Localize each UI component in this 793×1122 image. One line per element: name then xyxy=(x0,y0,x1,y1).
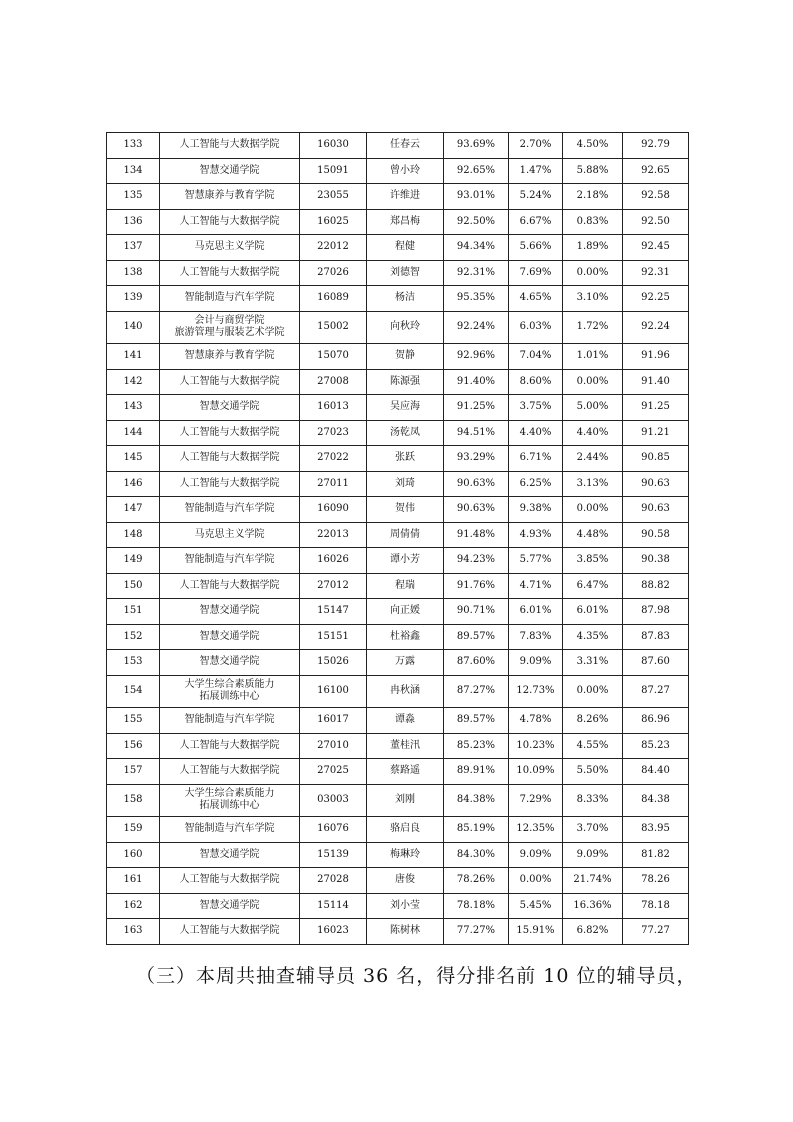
percent-3-cell: 0.00% xyxy=(563,369,623,395)
rank-cell: 154 xyxy=(107,675,160,708)
college-cell: 智慧交通学院 xyxy=(160,842,300,868)
table-row xyxy=(107,395,689,421)
percent-1-cell: 94.51% xyxy=(444,420,509,446)
staff-id-cell: 16030 xyxy=(300,133,367,159)
name-cell: 谭小芳 xyxy=(367,548,444,574)
staff-id-cell: 15002 xyxy=(300,311,367,344)
rank-cell: 146 xyxy=(107,471,160,497)
college-cell: 大学生综合素质能力 拓展训练中心 xyxy=(160,675,300,708)
score-cell: 84.38 xyxy=(623,784,689,817)
score-cell: 86.96 xyxy=(623,708,689,734)
score-cell: 85.23 xyxy=(623,733,689,759)
staff-id-cell: 15026 xyxy=(300,650,367,676)
percent-3-cell: 2.44% xyxy=(563,446,623,472)
percent-1-cell: 78.18% xyxy=(444,893,509,919)
table-row xyxy=(107,733,689,759)
score-cell: 81.82 xyxy=(623,842,689,868)
ranking-table xyxy=(106,132,689,945)
college-cell: 智慧交通学院 xyxy=(160,650,300,676)
college-cell: 智能制造与汽车学院 xyxy=(160,286,300,312)
score-cell: 92.58 xyxy=(623,184,689,210)
percent-2-cell: 12.73% xyxy=(509,675,563,708)
percent-3-cell: 1.01% xyxy=(563,344,623,370)
percent-2-cell: 1.47% xyxy=(509,158,563,184)
percent-3-cell: 4.35% xyxy=(563,624,623,650)
table-row xyxy=(107,471,689,497)
name-cell: 周倩倩 xyxy=(367,522,444,548)
table-row xyxy=(107,675,689,708)
percent-3-cell: 4.55% xyxy=(563,733,623,759)
name-cell: 郑昌梅 xyxy=(367,209,444,235)
table-row xyxy=(107,759,689,785)
score-cell: 87.27 xyxy=(623,675,689,708)
percent-3-cell: 4.40% xyxy=(563,420,623,446)
staff-id-cell: 16089 xyxy=(300,286,367,312)
percent-3-cell: 0.00% xyxy=(563,497,623,523)
staff-id-cell: 27011 xyxy=(300,471,367,497)
percent-2-cell: 5.45% xyxy=(509,893,563,919)
college-cell: 会计与商贸学院 旅游管理与服装艺术学院 xyxy=(160,311,300,344)
rank-cell: 144 xyxy=(107,420,160,446)
college-cell: 智能制造与汽车学院 xyxy=(160,497,300,523)
percent-3-cell: 1.89% xyxy=(563,235,623,261)
college-cell: 智慧交通学院 xyxy=(160,624,300,650)
table-row xyxy=(107,842,689,868)
name-cell: 杜裕鑫 xyxy=(367,624,444,650)
score-cell: 92.65 xyxy=(623,158,689,184)
score-cell: 91.40 xyxy=(623,369,689,395)
name-cell: 吴应海 xyxy=(367,395,444,421)
percent-3-cell: 8.26% xyxy=(563,708,623,734)
percent-3-cell: 1.72% xyxy=(563,311,623,344)
college-cell: 智慧康养与教育学院 xyxy=(160,184,300,210)
name-cell: 陈源强 xyxy=(367,369,444,395)
staff-id-cell: 16017 xyxy=(300,708,367,734)
score-cell: 84.40 xyxy=(623,759,689,785)
college-cell: 智能制造与汽车学院 xyxy=(160,708,300,734)
table-row xyxy=(107,893,689,919)
rank-cell: 148 xyxy=(107,522,160,548)
percent-2-cell: 4.65% xyxy=(509,286,563,312)
rank-cell: 158 xyxy=(107,784,160,817)
percent-2-cell: 4.93% xyxy=(509,522,563,548)
name-cell: 张跃 xyxy=(367,446,444,472)
score-cell: 91.96 xyxy=(623,344,689,370)
percent-2-cell: 5.24% xyxy=(509,184,563,210)
name-cell: 向秋玲 xyxy=(367,311,444,344)
percent-3-cell: 8.33% xyxy=(563,784,623,817)
score-cell: 87.60 xyxy=(623,650,689,676)
score-cell: 92.45 xyxy=(623,235,689,261)
college-cell: 智慧康养与教育学院 xyxy=(160,344,300,370)
table-row xyxy=(107,868,689,894)
percent-2-cell: 4.71% xyxy=(509,573,563,599)
table-row xyxy=(107,446,689,472)
table-row xyxy=(107,158,689,184)
score-cell: 92.50 xyxy=(623,209,689,235)
score-cell: 91.21 xyxy=(623,420,689,446)
staff-id-cell: 27028 xyxy=(300,868,367,894)
percent-2-cell: 10.09% xyxy=(509,759,563,785)
score-cell: 92.24 xyxy=(623,311,689,344)
percent-1-cell: 90.71% xyxy=(444,599,509,625)
rank-cell: 161 xyxy=(107,868,160,894)
percent-3-cell: 0.00% xyxy=(563,260,623,286)
name-cell: 贺伟 xyxy=(367,497,444,523)
percent-3-cell: 4.50% xyxy=(563,133,623,159)
staff-id-cell: 15070 xyxy=(300,344,367,370)
score-cell: 88.82 xyxy=(623,573,689,599)
percent-1-cell: 87.27% xyxy=(444,675,509,708)
score-cell: 83.95 xyxy=(623,817,689,843)
score-cell: 90.63 xyxy=(623,471,689,497)
college-cell: 人工智能与大数据学院 xyxy=(160,759,300,785)
rank-cell: 142 xyxy=(107,369,160,395)
table-row xyxy=(107,784,689,817)
percent-1-cell: 91.25% xyxy=(444,395,509,421)
rank-cell: 139 xyxy=(107,286,160,312)
percent-2-cell: 15.91% xyxy=(509,919,563,945)
percent-1-cell: 91.76% xyxy=(444,573,509,599)
table-row xyxy=(107,497,689,523)
name-cell: 杨洁 xyxy=(367,286,444,312)
rank-cell: 143 xyxy=(107,395,160,421)
college-cell: 人工智能与大数据学院 xyxy=(160,919,300,945)
percent-1-cell: 77.27% xyxy=(444,919,509,945)
table-row xyxy=(107,311,689,344)
score-cell: 78.18 xyxy=(623,893,689,919)
staff-id-cell: 16076 xyxy=(300,817,367,843)
percent-1-cell: 89.57% xyxy=(444,624,509,650)
percent-2-cell: 10.23% xyxy=(509,733,563,759)
percent-2-cell: 6.03% xyxy=(509,311,563,344)
percent-3-cell: 5.00% xyxy=(563,395,623,421)
percent-1-cell: 89.57% xyxy=(444,708,509,734)
percent-3-cell: 9.09% xyxy=(563,842,623,868)
score-cell: 92.79 xyxy=(623,133,689,159)
percent-3-cell: 6.82% xyxy=(563,919,623,945)
percent-1-cell: 93.69% xyxy=(444,133,509,159)
name-cell: 刘刚 xyxy=(367,784,444,817)
name-cell: 许维进 xyxy=(367,184,444,210)
staff-id-cell: 16026 xyxy=(300,548,367,574)
percent-2-cell: 6.71% xyxy=(509,446,563,472)
college-cell: 人工智能与大数据学院 xyxy=(160,420,300,446)
percent-2-cell: 5.77% xyxy=(509,548,563,574)
name-cell: 陈树林 xyxy=(367,919,444,945)
rank-cell: 134 xyxy=(107,158,160,184)
rank-cell: 149 xyxy=(107,548,160,574)
rank-cell: 140 xyxy=(107,311,160,344)
percent-1-cell: 92.50% xyxy=(444,209,509,235)
college-cell: 智能制造与汽车学院 xyxy=(160,817,300,843)
footer-paragraph: （三）本周共抽查辅导员 36 名，得分排名前 10 位的辅导员， xyxy=(136,965,697,987)
score-cell: 87.98 xyxy=(623,599,689,625)
percent-3-cell: 4.48% xyxy=(563,522,623,548)
staff-id-cell: 27010 xyxy=(300,733,367,759)
table-row xyxy=(107,286,689,312)
table-row xyxy=(107,260,689,286)
table-row xyxy=(107,599,689,625)
staff-id-cell: 27008 xyxy=(300,369,367,395)
college-cell: 人工智能与大数据学院 xyxy=(160,573,300,599)
rank-cell: 159 xyxy=(107,817,160,843)
percent-3-cell: 5.88% xyxy=(563,158,623,184)
rank-cell: 163 xyxy=(107,919,160,945)
percent-3-cell: 2.18% xyxy=(563,184,623,210)
table-row xyxy=(107,235,689,261)
college-cell: 智慧交通学院 xyxy=(160,158,300,184)
name-cell: 刘小莹 xyxy=(367,893,444,919)
score-cell: 92.31 xyxy=(623,260,689,286)
percent-1-cell: 93.01% xyxy=(444,184,509,210)
percent-1-cell: 94.34% xyxy=(444,235,509,261)
table-row xyxy=(107,344,689,370)
staff-id-cell: 16025 xyxy=(300,209,367,235)
percent-2-cell: 7.69% xyxy=(509,260,563,286)
rank-cell: 152 xyxy=(107,624,160,650)
rank-cell: 150 xyxy=(107,573,160,599)
score-cell: 90.85 xyxy=(623,446,689,472)
table-row xyxy=(107,548,689,574)
rank-cell: 157 xyxy=(107,759,160,785)
staff-id-cell: 03003 xyxy=(300,784,367,817)
percent-1-cell: 93.29% xyxy=(444,446,509,472)
college-cell: 智能制造与汽车学院 xyxy=(160,548,300,574)
percent-3-cell: 3.70% xyxy=(563,817,623,843)
name-cell: 贺静 xyxy=(367,344,444,370)
name-cell: 汤乾凤 xyxy=(367,420,444,446)
score-cell: 77.27 xyxy=(623,919,689,945)
percent-1-cell: 87.60% xyxy=(444,650,509,676)
table-row xyxy=(107,650,689,676)
score-cell: 87.83 xyxy=(623,624,689,650)
rank-cell: 162 xyxy=(107,893,160,919)
table-row xyxy=(107,624,689,650)
score-cell: 91.25 xyxy=(623,395,689,421)
staff-id-cell: 27023 xyxy=(300,420,367,446)
percent-1-cell: 90.63% xyxy=(444,497,509,523)
name-cell: 刘琦 xyxy=(367,471,444,497)
college-cell: 大学生综合素质能力 拓展训练中心 xyxy=(160,784,300,817)
percent-1-cell: 84.30% xyxy=(444,842,509,868)
name-cell: 程瑞 xyxy=(367,573,444,599)
staff-id-cell: 27022 xyxy=(300,446,367,472)
percent-2-cell: 6.01% xyxy=(509,599,563,625)
college-cell: 人工智能与大数据学院 xyxy=(160,446,300,472)
percent-2-cell: 9.38% xyxy=(509,497,563,523)
rank-cell: 137 xyxy=(107,235,160,261)
table-body xyxy=(107,133,689,945)
college-cell: 智慧交通学院 xyxy=(160,893,300,919)
table-row xyxy=(107,420,689,446)
score-cell: 92.25 xyxy=(623,286,689,312)
percent-2-cell: 5.66% xyxy=(509,235,563,261)
table-row xyxy=(107,133,689,159)
percent-3-cell: 16.36% xyxy=(563,893,623,919)
percent-3-cell: 3.85% xyxy=(563,548,623,574)
college-cell: 人工智能与大数据学院 xyxy=(160,260,300,286)
percent-1-cell: 85.23% xyxy=(444,733,509,759)
percent-1-cell: 89.91% xyxy=(444,759,509,785)
staff-id-cell: 22013 xyxy=(300,522,367,548)
percent-2-cell: 6.67% xyxy=(509,209,563,235)
rank-cell: 145 xyxy=(107,446,160,472)
college-cell: 人工智能与大数据学院 xyxy=(160,133,300,159)
percent-3-cell: 0.00% xyxy=(563,675,623,708)
percent-1-cell: 91.48% xyxy=(444,522,509,548)
name-cell: 谭淼 xyxy=(367,708,444,734)
rank-cell: 133 xyxy=(107,133,160,159)
staff-id-cell: 15091 xyxy=(300,158,367,184)
percent-1-cell: 95.35% xyxy=(444,286,509,312)
percent-3-cell: 3.31% xyxy=(563,650,623,676)
percent-1-cell: 94.23% xyxy=(444,548,509,574)
percent-2-cell: 4.40% xyxy=(509,420,563,446)
college-cell: 马克思主义学院 xyxy=(160,522,300,548)
score-cell: 90.58 xyxy=(623,522,689,548)
percent-2-cell: 0.00% xyxy=(509,868,563,894)
name-cell: 董桂汛 xyxy=(367,733,444,759)
table-row xyxy=(107,919,689,945)
rank-cell: 136 xyxy=(107,209,160,235)
staff-id-cell: 23055 xyxy=(300,184,367,210)
table-row xyxy=(107,184,689,210)
college-cell: 人工智能与大数据学院 xyxy=(160,209,300,235)
percent-3-cell: 21.74% xyxy=(563,868,623,894)
percent-2-cell: 7.29% xyxy=(509,784,563,817)
table-row xyxy=(107,369,689,395)
percent-1-cell: 78.26% xyxy=(444,868,509,894)
table-row xyxy=(107,209,689,235)
percent-2-cell: 9.09% xyxy=(509,650,563,676)
staff-id-cell: 15139 xyxy=(300,842,367,868)
staff-id-cell: 27025 xyxy=(300,759,367,785)
percent-3-cell: 0.83% xyxy=(563,209,623,235)
staff-id-cell: 27012 xyxy=(300,573,367,599)
staff-id-cell: 15151 xyxy=(300,624,367,650)
rank-cell: 155 xyxy=(107,708,160,734)
staff-id-cell: 16090 xyxy=(300,497,367,523)
percent-3-cell: 6.01% xyxy=(563,599,623,625)
staff-id-cell: 16023 xyxy=(300,919,367,945)
percent-1-cell: 92.24% xyxy=(444,311,509,344)
percent-2-cell: 9.09% xyxy=(509,842,563,868)
rank-cell: 160 xyxy=(107,842,160,868)
college-cell: 人工智能与大数据学院 xyxy=(160,369,300,395)
percent-1-cell: 91.40% xyxy=(444,369,509,395)
name-cell: 唐俊 xyxy=(367,868,444,894)
name-cell: 刘德智 xyxy=(367,260,444,286)
name-cell: 任春云 xyxy=(367,133,444,159)
percent-1-cell: 92.31% xyxy=(444,260,509,286)
table-row xyxy=(107,573,689,599)
score-cell: 90.63 xyxy=(623,497,689,523)
percent-3-cell: 6.47% xyxy=(563,573,623,599)
percent-2-cell: 6.25% xyxy=(509,471,563,497)
score-cell: 78.26 xyxy=(623,868,689,894)
rank-cell: 141 xyxy=(107,344,160,370)
percent-2-cell: 4.78% xyxy=(509,708,563,734)
rank-cell: 153 xyxy=(107,650,160,676)
percent-2-cell: 7.83% xyxy=(509,624,563,650)
percent-2-cell: 12.35% xyxy=(509,817,563,843)
table-row xyxy=(107,522,689,548)
college-cell: 智慧交通学院 xyxy=(160,599,300,625)
percent-2-cell: 2.70% xyxy=(509,133,563,159)
staff-id-cell: 16100 xyxy=(300,675,367,708)
rank-cell: 147 xyxy=(107,497,160,523)
percent-3-cell: 3.10% xyxy=(563,286,623,312)
percent-1-cell: 90.63% xyxy=(444,471,509,497)
percent-2-cell: 7.04% xyxy=(509,344,563,370)
score-cell: 90.38 xyxy=(623,548,689,574)
percent-1-cell: 92.65% xyxy=(444,158,509,184)
staff-id-cell: 27026 xyxy=(300,260,367,286)
name-cell: 骆启良 xyxy=(367,817,444,843)
percent-1-cell: 92.96% xyxy=(444,344,509,370)
college-cell: 人工智能与大数据学院 xyxy=(160,868,300,894)
table-row xyxy=(107,708,689,734)
name-cell: 曾小玲 xyxy=(367,158,444,184)
table-row xyxy=(107,817,689,843)
percent-1-cell: 84.38% xyxy=(444,784,509,817)
percent-3-cell: 5.50% xyxy=(563,759,623,785)
percent-2-cell: 8.60% xyxy=(509,369,563,395)
rank-cell: 138 xyxy=(107,260,160,286)
staff-id-cell: 15147 xyxy=(300,599,367,625)
name-cell: 程健 xyxy=(367,235,444,261)
rank-cell: 135 xyxy=(107,184,160,210)
college-cell: 马克思主义学院 xyxy=(160,235,300,261)
name-cell: 蔡路遥 xyxy=(367,759,444,785)
staff-id-cell: 15114 xyxy=(300,893,367,919)
name-cell: 冉秋涵 xyxy=(367,675,444,708)
name-cell: 万露 xyxy=(367,650,444,676)
percent-3-cell: 3.13% xyxy=(563,471,623,497)
college-cell: 智慧交通学院 xyxy=(160,395,300,421)
name-cell: 向正媛 xyxy=(367,599,444,625)
rank-cell: 156 xyxy=(107,733,160,759)
rank-cell: 151 xyxy=(107,599,160,625)
staff-id-cell: 22012 xyxy=(300,235,367,261)
staff-id-cell: 16013 xyxy=(300,395,367,421)
college-cell: 人工智能与大数据学院 xyxy=(160,471,300,497)
college-cell: 人工智能与大数据学院 xyxy=(160,733,300,759)
name-cell: 梅琳玲 xyxy=(367,842,444,868)
percent-2-cell: 3.75% xyxy=(509,395,563,421)
percent-1-cell: 85.19% xyxy=(444,817,509,843)
